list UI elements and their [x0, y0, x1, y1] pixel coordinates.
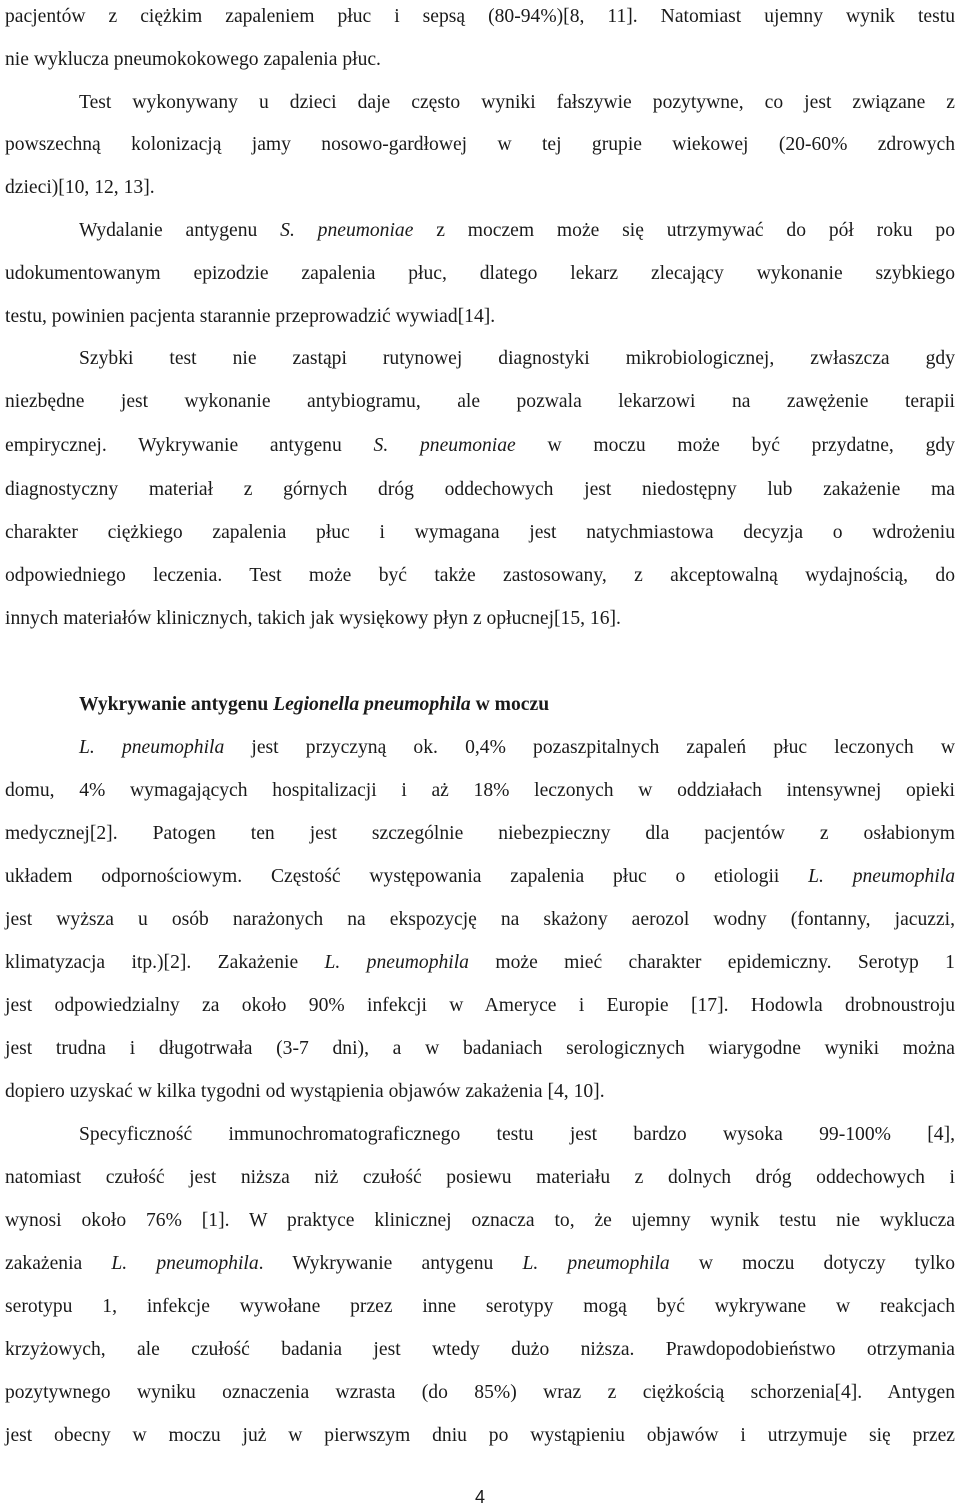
text-line: medycznej[2]. Patogen ten jest szczególnie niebezpieczny dla pacjentów z osłabionym [5, 823, 955, 844]
paragraph-first-line: Wydalanie antygenu S. pneumoniae z moczem może się utrzymywać do pół roku po [79, 220, 955, 241]
paragraph-first-line: Szybki test nie zastąpi rutynowej diagnostyki mikrobiologicznej, zwłaszcza gdy [79, 348, 955, 369]
paragraph-first-line: Test wykonywany u dzieci daje często wyniki fałszywie pozytywne, co jest związane z [79, 92, 955, 113]
text-line: dopiero uzyskać w kilka tygodni od wystąpienia objawów zakażenia [4, 10]. [5, 1081, 605, 1102]
text-line: odpowiedniego leczenia. Test może być także zastosowany, z akceptowalną wydajnością, do [5, 565, 955, 586]
text-line: pozytywnego wyniku oznaczenia wzrasta (do 85%) wraz z ciężkością schorzenia[4]. Antygen [5, 1382, 955, 1403]
text-line: jest trudna i długotrwała (3-7 dni), a w badaniach serologicznych wiarygodne wyniki można [5, 1038, 955, 1059]
text-line: powszechną kolonizacją jamy nosowo-gardłowej w tej grupie wiekowej (20-60% zdrowych [5, 134, 955, 155]
text-line: innych materiałów klinicznych, takich jak wysiękowy płyn z opłucnej[15, 16]. [5, 608, 621, 629]
text-line: dzieci)[10, 12, 13]. [5, 177, 155, 198]
text-line: niezbędne jest wykonanie antybiogramu, ale pozwala lekarzowi na zawężenie terapii [5, 391, 955, 412]
text-line: jest obecny w moczu już w pierwszym dniu po wystąpieniu objawów i utrzymuje się przez [5, 1425, 955, 1446]
text-line: serotypu 1, infekcje wywołane przez inne serotypy mogą być wykrywane w reakcjach [5, 1296, 955, 1317]
text-line: układem odpornościowym. Częstość występowania zapalenia płuc o etiologii L. pneumophila [5, 866, 956, 887]
text-line: pacjentów z ciężkim zapaleniem płuc i sepsą (80-94%)[8, 11]. Natomiast ujemny wynik testu [5, 6, 955, 27]
section-heading: Wykrywanie antygenu Legionella pneumophila w moczu [79, 694, 550, 715]
text-line: empirycznej. Wykrywanie antygenu S. pneumoniae w moczu może być przydatne, gdy [5, 435, 955, 456]
page-number: 4 [474, 1487, 485, 1507]
paragraph-first-line: Specyficzność immunochromatograficznego testu jest bardzo wysoka 99-100% [4], [79, 1124, 955, 1145]
text-line: diagnostyczny materiał z górnych dróg oddechowych jest niedostępny lub zakażenie ma [5, 479, 955, 500]
text-line: jest odpowiedzialny za około 90% infekcji w Ameryce i Europie [17]. Hodowla drobnoustroju [5, 995, 955, 1016]
text-line: jest wyższa u osób narażonych na ekspozycję na skażony aerozol wodny (fontanny, jacuzzi, [5, 909, 955, 930]
text-line: krzyżowych, ale czułość badania jest wtedy dużo niższa. Prawdopodobieństwo otrzymania [5, 1339, 955, 1360]
text-line: udokumentowanym epizodzie zapalenia płuc, dlatego lekarz zlecający wykonanie szybkiego [5, 263, 955, 284]
text-line: klimatyzacja itp.)[2]. Zakażenie L. pneumophila może mieć charakter epidemiczny. Serotyp 1 [5, 952, 955, 973]
paragraph-first-line: L. pneumophila jest przyczyną ok. 0,4% pozaszpitalnych zapaleń płuc leczonych w [79, 737, 955, 758]
text-line: natomiast czułość jest niższa niż czułość posiewu materiału z dolnych dróg oddechowych i [5, 1167, 955, 1188]
text-line: charakter ciężkiego zapalenia płuc i wymagana jest natychmiastowa decyzja o wdrożeniu [5, 522, 955, 543]
text-line: zakażenia L. pneumophila. Wykrywanie antygenu L. pneumophila w moczu dotyczy tylko [5, 1253, 956, 1274]
text-line: domu, 4% wymagających hospitalizacji i aż 18% leczonych w oddziałach intensywnej opieki [5, 780, 955, 801]
text-line: wynosi około 76% [1]. W praktyce klinicznej oznacza to, że ujemny wynik testu nie wyklucza [5, 1210, 955, 1231]
text-line: testu, powinien pacjenta starannie przeprowadzić wywiad[14]. [5, 306, 496, 327]
text-line: nie wyklucza pneumokokowego zapalenia płuc. [5, 49, 381, 70]
